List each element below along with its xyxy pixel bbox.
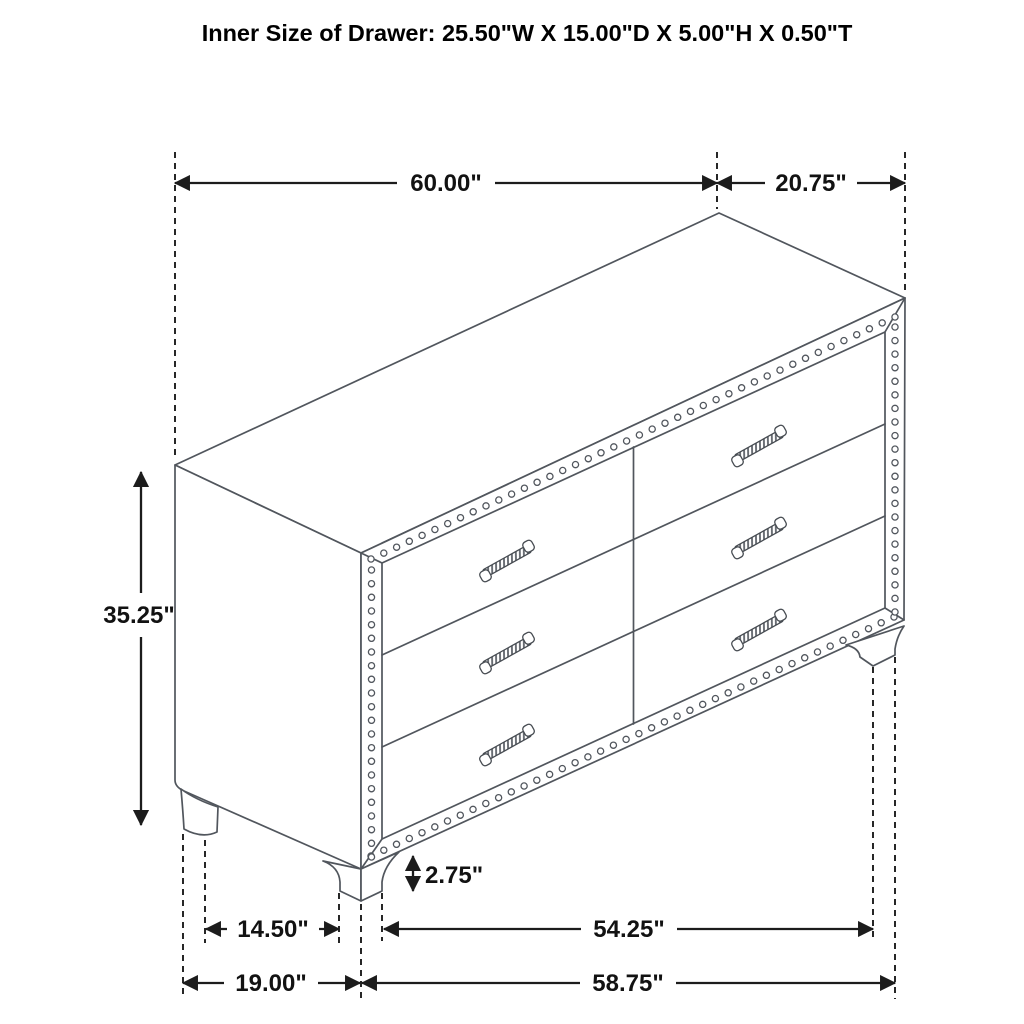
nailhead-stud — [892, 541, 898, 547]
nailhead-stud — [368, 567, 374, 573]
nailhead-stud — [368, 556, 374, 562]
nailhead-stud — [725, 690, 731, 696]
nailhead-stud — [368, 731, 374, 737]
nailhead-stud — [892, 473, 898, 479]
nailhead-stud — [521, 783, 527, 789]
nailhead-stud — [368, 663, 374, 669]
dimension-top-width — [175, 170, 717, 197]
nailhead-stud — [739, 385, 745, 391]
nailhead-stud — [892, 338, 898, 344]
dimension-label-base-width: 58.75" — [592, 970, 664, 997]
dimension-label-leg-inset: 14.50" — [237, 916, 309, 943]
nailhead-stud — [854, 332, 860, 338]
nailhead-stud — [802, 655, 808, 661]
nailhead-stud — [368, 608, 374, 614]
dimension-top-depth — [717, 170, 905, 197]
nailhead-stud — [726, 391, 732, 397]
nailhead-stud — [368, 635, 374, 641]
nailhead-stud — [368, 799, 374, 805]
nailhead-stud — [841, 338, 847, 344]
front-center-leg-left-face — [323, 861, 361, 901]
nailhead-stud — [802, 355, 808, 361]
dimension-height — [103, 472, 174, 825]
dimension-front-leg-span — [384, 916, 873, 943]
nailhead-stud — [368, 676, 374, 682]
nailhead-stud — [892, 324, 898, 330]
dimension-base-width — [362, 970, 895, 997]
nailhead-stud — [611, 444, 617, 450]
nailhead-stud — [598, 450, 604, 456]
nailhead-stud — [892, 528, 898, 534]
nailhead-stud — [892, 365, 898, 371]
nailhead-stud — [777, 367, 783, 373]
nailhead-stud — [368, 745, 374, 751]
nailhead-stud — [675, 414, 681, 420]
nailhead-stud — [700, 701, 706, 707]
nailhead-stud — [483, 503, 489, 509]
nailhead-stud — [368, 854, 374, 860]
nailhead-stud — [381, 847, 387, 853]
nailhead-stud — [892, 595, 898, 601]
nailhead-stud — [878, 620, 884, 626]
nailhead-stud — [662, 420, 668, 426]
dimension-leg-height — [413, 856, 483, 891]
nailhead-stud — [892, 405, 898, 411]
nailhead-stud — [865, 626, 871, 632]
nailhead-stud — [892, 460, 898, 466]
nailhead-stud — [892, 487, 898, 493]
nailhead-stud — [763, 672, 769, 678]
dimension-label-front-leg-span: 54.25" — [593, 916, 665, 943]
nailhead-stud — [419, 532, 425, 538]
nailhead-stud — [814, 649, 820, 655]
page-title: Inner Size of Drawer: 25.50"W X 15.00"D X 5.00"H X 0.50"T — [201, 20, 853, 46]
nailhead-stud — [445, 521, 451, 527]
nailhead-stud — [892, 568, 898, 574]
dresser-figure — [175, 213, 905, 901]
nailhead-stud — [368, 649, 374, 655]
nailhead-stud — [892, 582, 898, 588]
nailhead-stud — [432, 526, 438, 532]
nailhead-stud — [406, 538, 412, 544]
nailhead-stud — [560, 467, 566, 473]
nailhead-stud — [381, 550, 387, 556]
nailhead-stud — [496, 795, 502, 801]
nailhead-stud — [649, 725, 655, 731]
nailhead-stud — [764, 373, 770, 379]
nailhead-stud — [432, 824, 438, 830]
nailhead-stud — [534, 479, 540, 485]
dimension-leg-inset — [206, 916, 339, 943]
nailhead-stud — [751, 678, 757, 684]
nailhead-stud — [815, 349, 821, 355]
nailhead-stud — [470, 806, 476, 812]
nailhead-stud — [892, 351, 898, 357]
nailhead-stud — [585, 754, 591, 760]
nailhead-stud — [368, 581, 374, 587]
nailhead-stud — [368, 772, 374, 778]
dimension-label-height: 35.25" — [103, 602, 175, 629]
nailhead-stud — [394, 544, 400, 550]
nailhead-stud — [892, 609, 898, 615]
nailhead-stud — [598, 748, 604, 754]
nailhead-stud — [674, 713, 680, 719]
nailhead-stud — [789, 661, 795, 667]
nailhead-stud — [866, 326, 872, 332]
nailhead-stud — [751, 379, 757, 385]
nailhead-stud — [457, 515, 463, 521]
nailhead-stud — [892, 314, 898, 320]
nailhead-stud — [368, 786, 374, 792]
nailhead-stud — [534, 777, 540, 783]
nailhead-stud — [892, 378, 898, 384]
nailhead-stud — [368, 827, 374, 833]
nailhead-stud — [649, 426, 655, 432]
dimension-label-top-width: 60.00" — [410, 170, 482, 197]
nailhead-stud — [892, 433, 898, 439]
nailhead-stud — [892, 514, 898, 520]
nailhead-stud — [368, 594, 374, 600]
nailhead-stud — [547, 771, 553, 777]
nailhead-stud — [636, 432, 642, 438]
nailhead-stud — [547, 473, 553, 479]
nailhead-stud — [368, 704, 374, 710]
dimension-label-leg-height: 2.75" — [425, 862, 484, 889]
nailhead-stud — [368, 813, 374, 819]
nailhead-stud — [393, 841, 399, 847]
nailhead-stud — [700, 402, 706, 408]
nailhead-stud — [892, 500, 898, 506]
dimension-label-base-depth: 19.00" — [235, 970, 307, 997]
nailhead-stud — [712, 696, 718, 702]
nailhead-stud — [496, 497, 502, 503]
nailhead-stud — [687, 408, 693, 414]
nailhead-stud — [368, 758, 374, 764]
nailhead-stud — [624, 438, 630, 444]
nailhead-stud — [470, 509, 476, 515]
nailhead-stud — [521, 485, 527, 491]
nailhead-stud — [368, 690, 374, 696]
nailhead-stud — [840, 637, 846, 643]
nailhead-stud — [828, 343, 834, 349]
nailhead-stud — [661, 719, 667, 725]
nailhead-stud — [713, 397, 719, 403]
nailhead-stud — [508, 789, 514, 795]
nailhead-stud — [419, 830, 425, 836]
dimension-label-top-depth: 20.75" — [775, 170, 847, 197]
nailhead-stud — [585, 456, 591, 462]
nailhead-stud — [368, 840, 374, 846]
nailhead-stud — [853, 631, 859, 637]
nailhead-stud — [610, 742, 616, 748]
nailhead-stud — [892, 446, 898, 452]
nailhead-stud — [444, 818, 450, 824]
nailhead-stud — [559, 766, 565, 772]
nailhead-stud — [687, 707, 693, 713]
nailhead-stud — [368, 717, 374, 723]
nailhead-stud — [572, 462, 578, 468]
nailhead-stud — [483, 800, 489, 806]
nailhead-stud — [457, 812, 463, 818]
nailhead-stud — [623, 736, 629, 742]
nailhead-stud — [738, 684, 744, 690]
nailhead-stud — [776, 666, 782, 672]
dimension-base-depth — [183, 970, 360, 997]
nailhead-stud — [892, 392, 898, 398]
nailhead-stud — [879, 320, 885, 326]
nailhead-stud — [406, 835, 412, 841]
nailhead-stud — [790, 361, 796, 367]
nailhead-stud — [892, 419, 898, 425]
nailhead-stud — [368, 622, 374, 628]
nailhead-stud — [636, 731, 642, 737]
nailhead-stud — [827, 643, 833, 649]
nailhead-stud — [892, 555, 898, 561]
nailhead-stud — [509, 491, 515, 497]
nailhead-stud — [572, 760, 578, 766]
